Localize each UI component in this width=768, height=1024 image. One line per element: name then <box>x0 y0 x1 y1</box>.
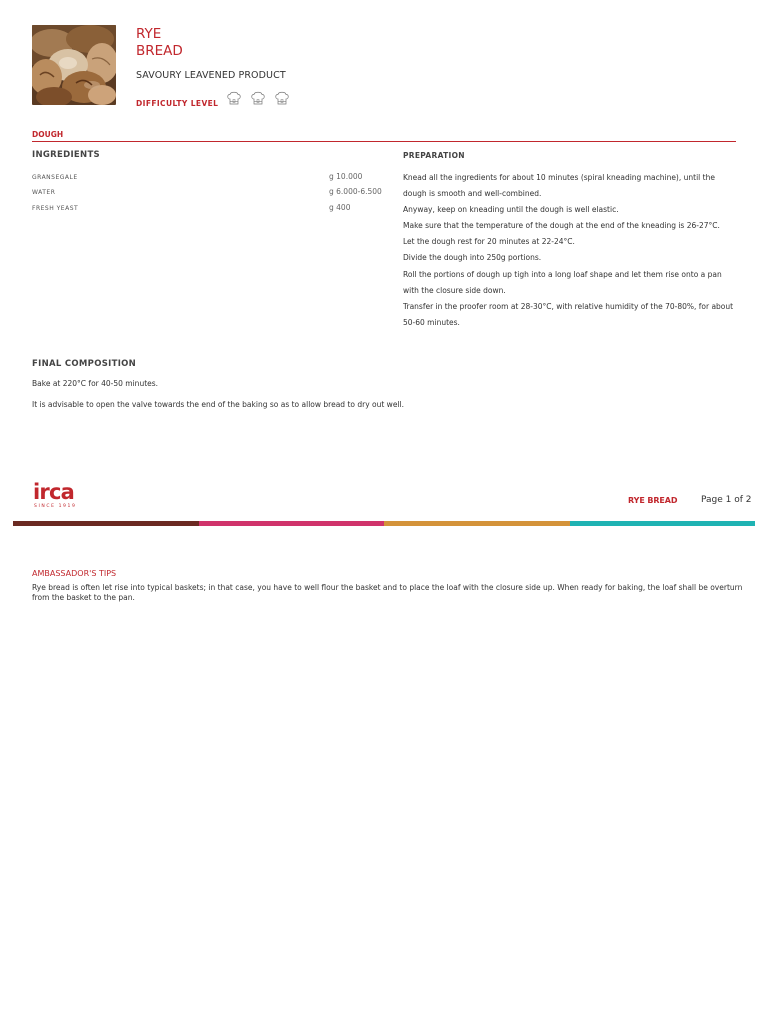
recipe-title <box>136 26 183 60</box>
footer-doc-title: RYE BREAD <box>628 496 678 505</box>
page-number: Page 1 of 2 <box>701 495 752 505</box>
ingredient-name: FRESH YEAST <box>32 205 79 212</box>
chef-hat-icon <box>227 91 241 106</box>
final-composition-heading: FINAL COMPOSITION <box>32 359 137 369</box>
tips-heading: AMBASSADOR'S TIPS <box>32 569 117 578</box>
chef-hat-icon <box>251 91 265 106</box>
tips-text: Rye bread is often let rise into typical baskets; in that case, you have to well flour the basket and to place the loaf with the closure side up. When ready for baking, the loaf shall be overturn from the basket to the pan. <box>32 583 743 602</box>
difficulty-label: DIFFICULTY LEVEL <box>136 99 219 108</box>
ingredient-qty: g 400 <box>329 203 351 212</box>
final-composition-line: Bake at 220°C for 40-50 minutes. <box>32 379 159 388</box>
final-composition-line: It is advisable to open the valve towards the end of the baking so as to allow bread to dry out well. <box>32 400 404 409</box>
ingredient-name: GRANSEGALE <box>32 174 78 181</box>
irca-logo <box>33 481 76 509</box>
ingredient-qty: g 6.000-6.500 <box>329 187 382 196</box>
preparation-text <box>403 170 738 331</box>
chef-hat-icon <box>275 91 289 106</box>
recipe-subtitle: SAVOURY LEAVENED PRODUCT <box>136 70 286 81</box>
footer-stripe-1 <box>13 521 199 526</box>
ingredient-qty: g 10.000 <box>329 172 363 181</box>
footer-stripe-2 <box>199 521 384 526</box>
logo-wordmark: irca <box>33 480 74 504</box>
footer-stripe-4 <box>570 521 755 526</box>
preparation-body: Knead all the ingredients for about 10 minutes (spiral kneading machine), until the dough is smooth and well-combined. Anyway, keep on kneading until the dough is well elastic. Make sure that the temperature of the dough at the end of the kneading is 26-27°C. Let the dough rest for 20 minutes at 22-24°C. Divide the dough into 250g portions. Roll the portions of dough up tigh into a long loaf shape and let them rise onto a pan with the closure side down. Transfer in the proofer room at 28-30°C, with relative humidity of the 70-80%, for about 50-60 minutes. <box>403 173 734 327</box>
title-line-1: RYE <box>136 26 162 42</box>
ingredient-name: WATER <box>32 189 56 196</box>
section-label-dough: DOUGH <box>32 130 64 139</box>
footer-stripe-3 <box>384 521 570 526</box>
section-divider <box>32 141 736 142</box>
bread-photo <box>32 25 116 105</box>
logo-since: SINCE 1919 <box>34 504 77 509</box>
preparation-heading: PREPARATION <box>403 151 465 160</box>
ingredients-heading: INGREDIENTS <box>32 150 100 160</box>
title-line-2: BREAD <box>136 43 183 59</box>
